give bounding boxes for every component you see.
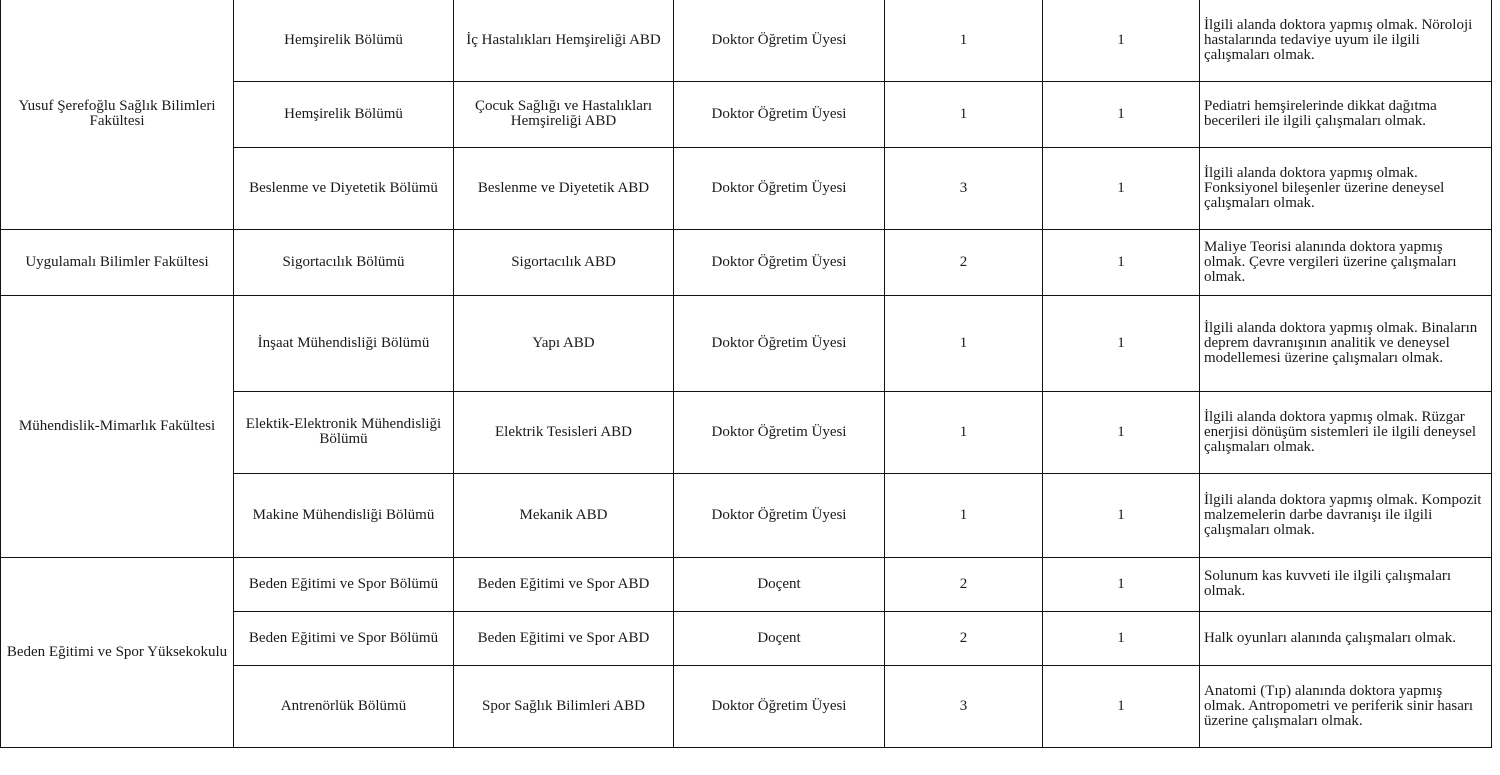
department-cell [234,391,454,473]
position-degree: 1 [1117,31,1125,48]
requirement-text: İlgili alanda doktora yapmış olmak. Binaların deprem davranışının analitik ve deneysel modellemesi üzerine çalışmaları olmak. [1204,319,1478,366]
faculty-name: Mühendislik-Mimarlık Fakültesi [18,417,216,434]
academic-title: Doktor Öğretim Üyesi [711,697,847,714]
department-name: İnşaat Mühendisliği Bölümü [257,334,430,351]
requirement-text: İlgili alanda doktora yapmış olmak. Fonksiyonel bileşenler üzerine deneysel çalışmaları olmak. [1204,164,1445,211]
title-cell [674,295,885,391]
division-name: Elektrik Tesisleri ABD [495,423,632,440]
academic-title: Doktor Öğretim Üyesi [711,179,847,196]
department-name: Hemşirelik Bölümü [284,105,403,122]
position-degree: 1 [1117,253,1125,270]
requirement-text: İlgili alanda doktora yapmış olmak. Nöroloji hastalarında tedaviye uyum ile ilgili çalışmaları olmak. [1204,16,1473,63]
academic-title: Doktor Öğretim Üyesi [711,105,847,122]
division-cell [454,557,674,611]
department-cell [234,665,454,747]
department-name: Makine Mühendisliği Bölümü [252,506,435,523]
division-name: İç Hastalıkları Hemşireliği ABD [466,31,661,48]
division-name: Mekanik ABD [519,506,608,523]
position-count: 1 [959,31,968,48]
position-degree: 1 [1117,697,1125,714]
requirement-text: Halk oyunları alanında çalışmaları olmak. [1204,629,1456,646]
count-cell [885,611,1043,665]
division-name: Çocuk Sağlığı ve Hastalıkları Hemşireliği ABD [474,98,653,129]
position-count: 1 [959,423,968,440]
division-cell [454,391,674,473]
title-cell [674,229,885,295]
title-cell [674,665,885,747]
department-cell [234,557,454,611]
requirement-text: İlgili alanda doktora yapmış olmak. Kompozit malzemelerin darbe davranışı ile ilgili çalışmaları olmak. [1204,491,1482,538]
degree-cell [1043,295,1200,391]
faculty-cell [1,557,234,747]
requirement-cell [1200,0,1492,81]
count-cell [885,0,1043,81]
position-count: 1 [959,105,968,122]
academic-title: Doktor Öğretim Üyesi [711,334,847,351]
position-count: 3 [959,179,968,196]
faculty-cell [1,229,234,295]
requirement-cell [1200,295,1492,391]
count-cell [885,473,1043,557]
position-degree: 1 [1117,575,1125,592]
position-count: 2 [959,253,968,270]
count-cell [885,665,1043,747]
department-cell [234,611,454,665]
department-name: Antrenörlük Bölümü [280,697,407,714]
table-row [1,557,1492,611]
position-degree: 1 [1117,423,1125,440]
requirement-cell [1200,611,1492,665]
position-degree: 1 [1117,179,1125,196]
position-degree: 1 [1117,506,1125,523]
degree-cell [1043,557,1200,611]
department-cell [234,0,454,81]
count-cell [885,147,1043,229]
division-cell [454,0,674,81]
division-cell [454,295,674,391]
title-cell [674,557,885,611]
faculty-cell [1,0,234,229]
requirement-text: İlgili alanda doktora yapmış olmak. Rüzgar enerjisi dönüşüm sistemleri ile ilgili deneysel çalışmaları olmak. [1204,408,1477,455]
academic-title: Doçent [757,629,801,646]
degree-cell [1043,665,1200,747]
department-name: Beden Eğitimi ve Spor Bölümü [248,629,439,646]
faculty-name: Beden Eğitimi ve Spor Yüksekokulu [6,643,228,660]
requirement-text: Pediatri hemşirelerinde dikkat dağıtma becerileri ile ilgili çalışmaları olmak. [1204,98,1437,129]
academic-title: Doktor Öğretim Üyesi [711,423,847,440]
position-degree: 1 [1117,629,1125,646]
division-name: Sigortacılık ABD [511,253,616,270]
academic-title: Doktor Öğretim Üyesi [711,253,847,270]
academic-title: Doçent [757,575,801,592]
table-row [1,295,1492,391]
count-cell [885,81,1043,147]
department-name: Sigortacılık Bölümü [282,253,405,270]
department-name: Elektik-Elektronik Mühendisliği Bölümü [245,416,442,447]
title-cell [674,81,885,147]
requirement-cell [1200,473,1492,557]
table-row [1,229,1492,295]
division-cell [454,229,674,295]
division-cell [454,611,674,665]
degree-cell [1043,391,1200,473]
faculty-name: Uygulamalı Bilimler Fakültesi [25,253,209,270]
count-cell [885,391,1043,473]
division-cell [454,81,674,147]
department-cell [234,81,454,147]
count-cell [885,557,1043,611]
degree-cell [1043,81,1200,147]
position-count: 3 [959,697,968,714]
count-cell [885,229,1043,295]
position-count: 1 [959,506,968,523]
department-cell [234,473,454,557]
title-cell [674,473,885,557]
position-degree: 1 [1117,334,1125,351]
faculty-name: Yusuf Şerefoğlu Sağlık Bilimleri Fakültesi [18,98,216,130]
requirement-cell [1200,147,1492,229]
position-count: 2 [959,629,968,646]
department-cell [234,295,454,391]
department-name: Beden Eğitimi ve Spor Bölümü [248,575,439,592]
division-name: Beslenme ve Diyetetik ABD [477,179,650,196]
position-count: 2 [959,575,968,592]
department-cell [234,229,454,295]
requirement-cell [1200,391,1492,473]
academic-title: Doktor Öğretim Üyesi [711,506,847,523]
degree-cell [1043,611,1200,665]
degree-cell [1043,147,1200,229]
position-count: 1 [959,334,968,351]
division-cell [454,147,674,229]
department-cell [234,147,454,229]
division-name: Beden Eğitimi ve Spor ABD [477,629,650,646]
position-degree: 1 [1117,105,1125,122]
requirement-text: Anatomi (Tıp) alanında doktora yapmış olmak. Antropometri ve periferik sinir hasarı üzerine çalışmaları olmak. [1204,682,1474,729]
title-cell [674,0,885,81]
division-cell [454,665,674,747]
requirement-cell [1200,81,1492,147]
division-name: Spor Sağlık Bilimleri ABD [482,697,645,714]
degree-cell [1043,229,1200,295]
degree-cell [1043,473,1200,557]
requirement-cell [1200,557,1492,611]
division-name: Yapı ABD [532,334,595,351]
department-name: Beslenme ve Diyetetik Bölümü [249,179,438,196]
requirement-cell [1200,665,1492,747]
faculty-cell [1,295,234,557]
count-cell [885,295,1043,391]
title-cell [674,147,885,229]
department-name: Hemşirelik Bölümü [284,31,403,48]
academic-title: Doktor Öğretim Üyesi [711,31,847,48]
title-cell [674,611,885,665]
requirement-text: Solunum kas kuvveti ile ilgili çalışmaları olmak. [1204,568,1452,599]
requirement-cell [1200,229,1492,295]
division-name: Beden Eğitimi ve Spor ABD [477,575,650,592]
degree-cell [1043,0,1200,81]
title-cell [674,391,885,473]
table-row [1,0,1492,81]
requirement-text: Maliye Teorisi alanında doktora yapmış olmak. Çevre vergileri üzerine çalışmaları olmak. [1204,238,1457,285]
division-cell [454,473,674,557]
